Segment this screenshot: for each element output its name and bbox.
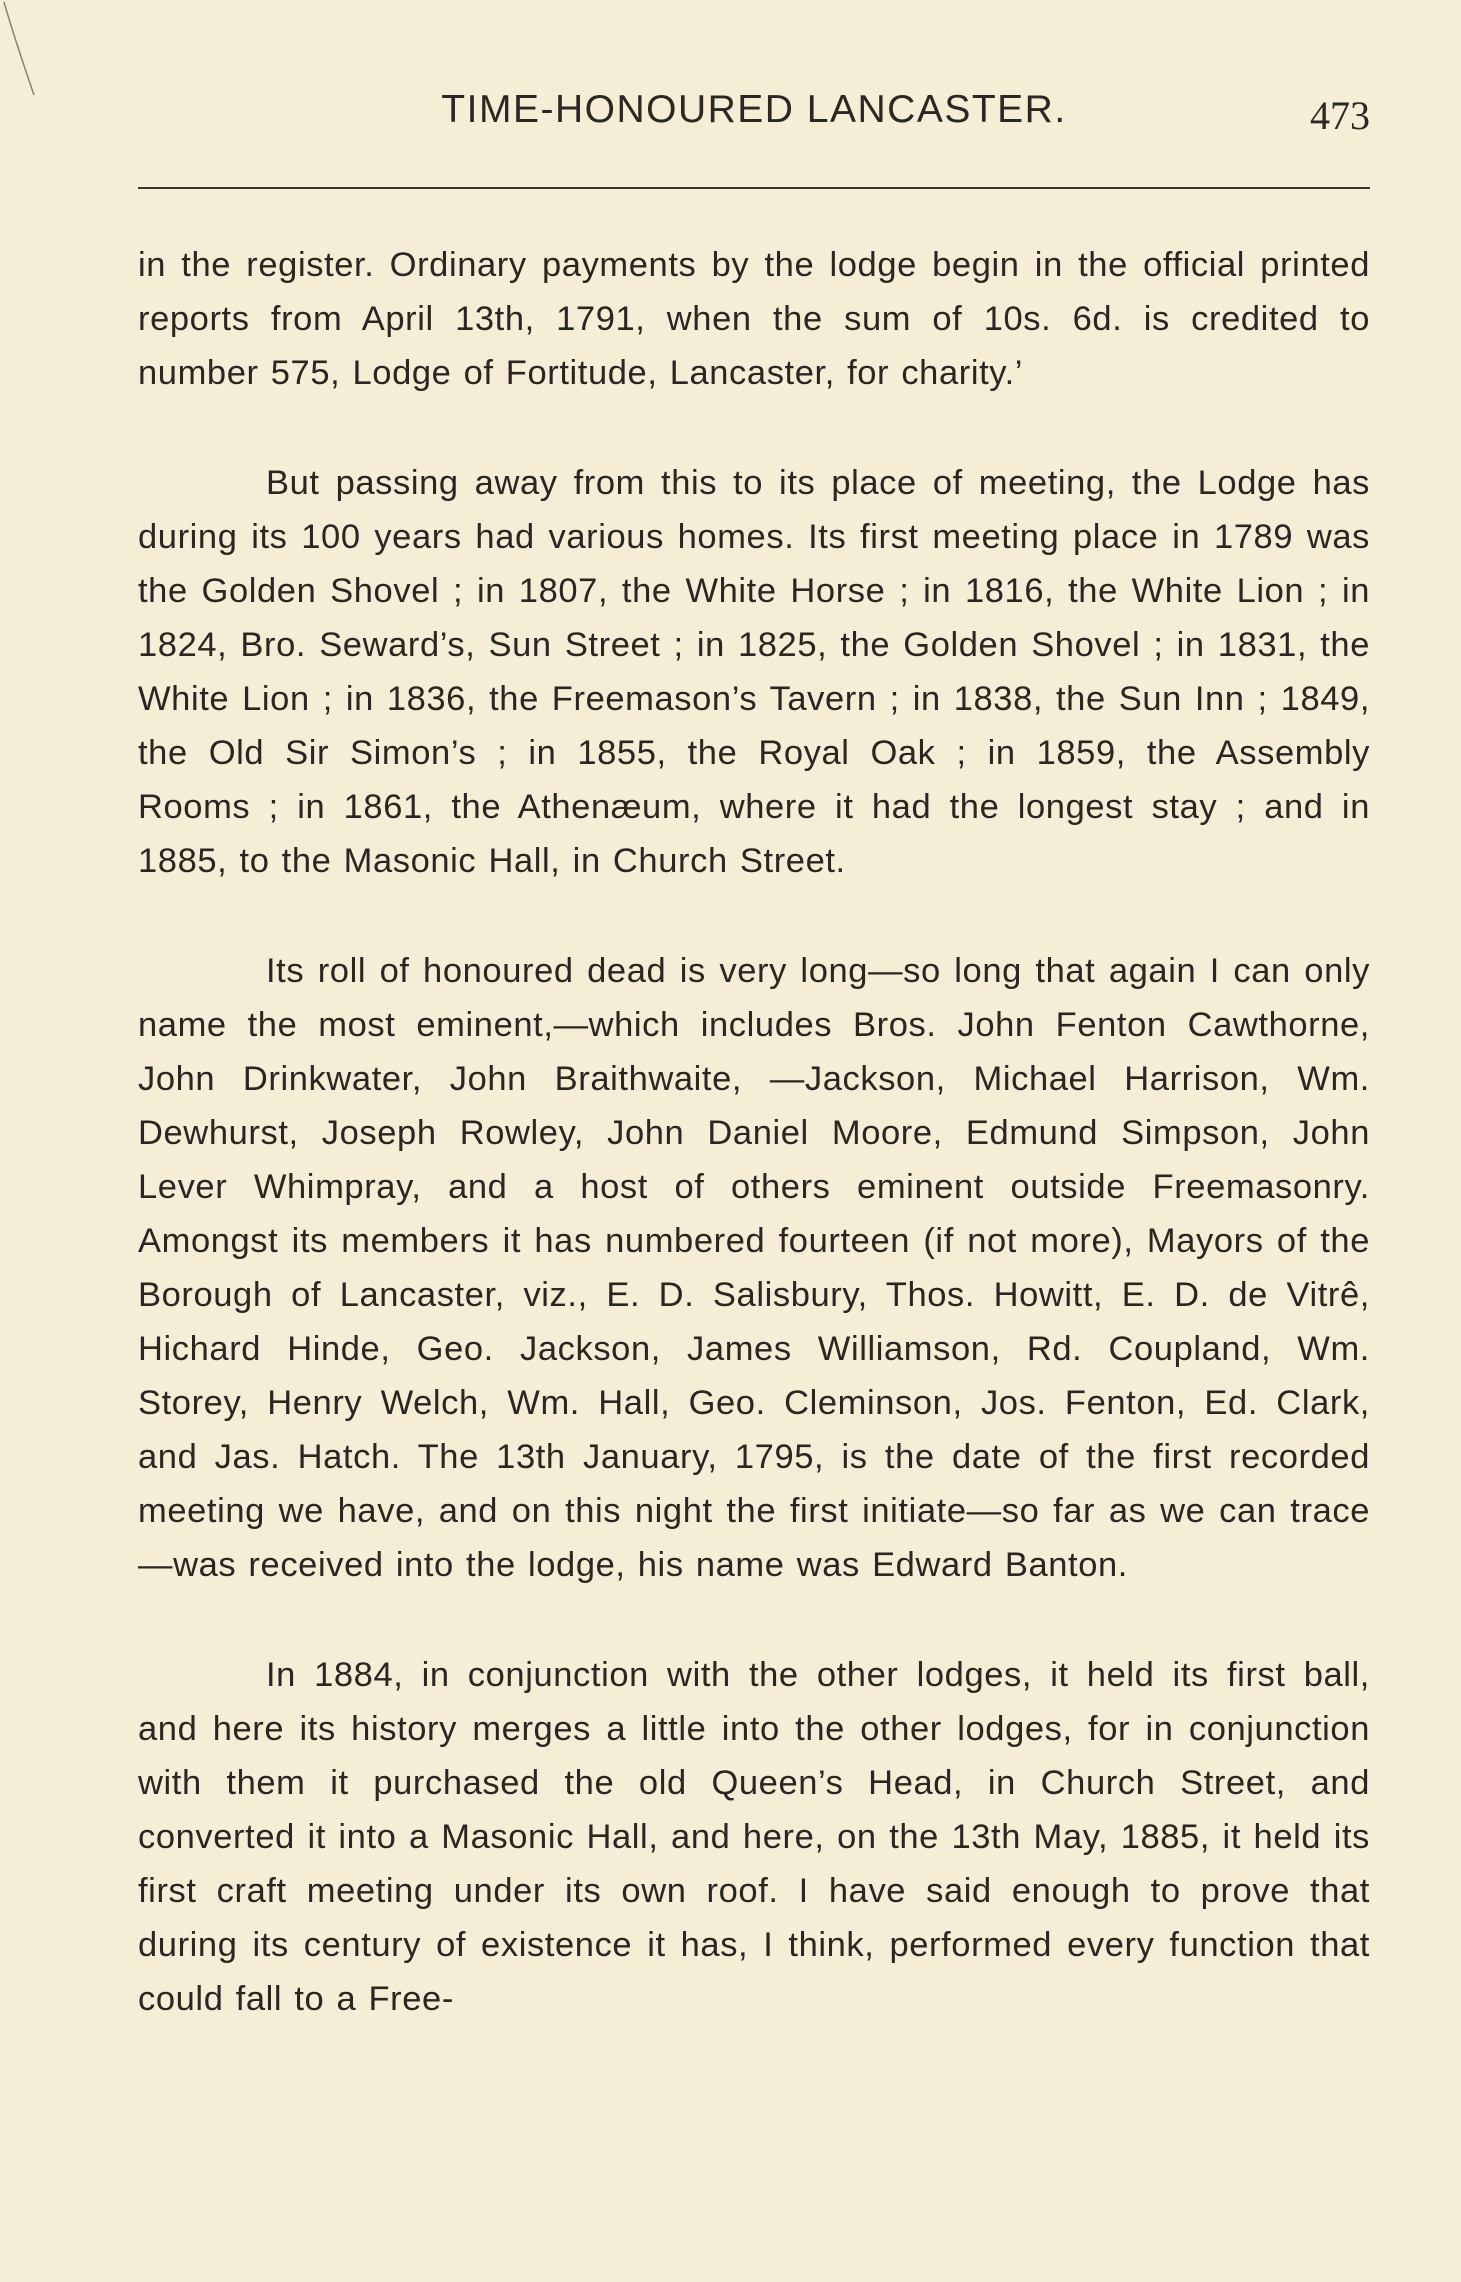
paragraph-meeting-places: But passing away from this to its place of meeting, the Lodge has during its 100 years had various homes. Its first meeting place in 1789 was the Golden Shovel ; in 1807, the White Horse ; in 1816, the White Lion ; in 1824, Bro. Seward’s, Sun Street ; in 1825, the Golden Shovel ; in 1831, the White Lion ; in 1836, the Freemason’s Tavern ; in 1838, the Sun Inn ; 1849, the Old Sir Simon’s ; in 1855, the Royal Oak ; in 1859, the Assembly Rooms ; in 1861, the Athenæum, where it had the longest stay ; and in 1885, to the Masonic Hall, in Church Street. <box>138 464 1370 880</box>
paragraph-honoured-dead: Its roll of honoured dead is very long—so long that again I can only name the most eminent,—which includes Bros. John Fenton Cawthorne, John Drinkwater, John Braithwaite, —Jackson, Michael Harrison, Wm. Dewhurst, Joseph Rowley, John Daniel Moore, Edmund Simpson, John Lever Whimpray, and a host of others eminent outside Freemasonry. Amongst its members it has numbered fourteen (if not more), Mayors of the Borough of Lancaster, viz., E. D. Salisbury, Thos. Howitt, E. D. de Vitrê, Hichard Hinde, Geo. Jackson, James Williamson, Rd. Coupland, Wm. Storey, Henry Welch, Wm. Hall, Geo. Cleminson, Jos. Fenton, Ed. Clark, and Jas. Hatch. The 13th January, 1795, is the date of the first recorded meeting we have, and on this night the first initiate—so far as we can trace—was received into the lodge, his name was Edward Banton. <box>138 952 1370 1584</box>
body-text <box>138 238 1370 2026</box>
header-rule <box>138 187 1370 189</box>
paragraph-continued: in the register. Ordinary payments by the lodge begin in the official printed reports from April 13th, 1791, when the sum of 10s. 6d. is credited to number 575, Lodge of Fortitude, Lancaster, for charity.’ <box>138 246 1370 392</box>
page-edge-mark <box>0 0 60 130</box>
page-number: 473 <box>1310 93 1370 138</box>
paragraph-masonic-hall: In 1884, in conjunction with the other lodges, it held its first ball, and here its history merges a little into the other lodges, for in conjunction with them it purchased the old Queen’s Head, in Church Street, and converted it into a Masonic Hall, and here, on the 13th May, 1885, it held its first craft meeting under its own roof. I have said enough to prove that during its century of existence it has, I think, performed every function that could fall to a Free- <box>138 1656 1370 2018</box>
running-head: TIME-HONOURED LANCASTER. <box>441 88 1067 131</box>
page-header <box>138 80 1370 150</box>
